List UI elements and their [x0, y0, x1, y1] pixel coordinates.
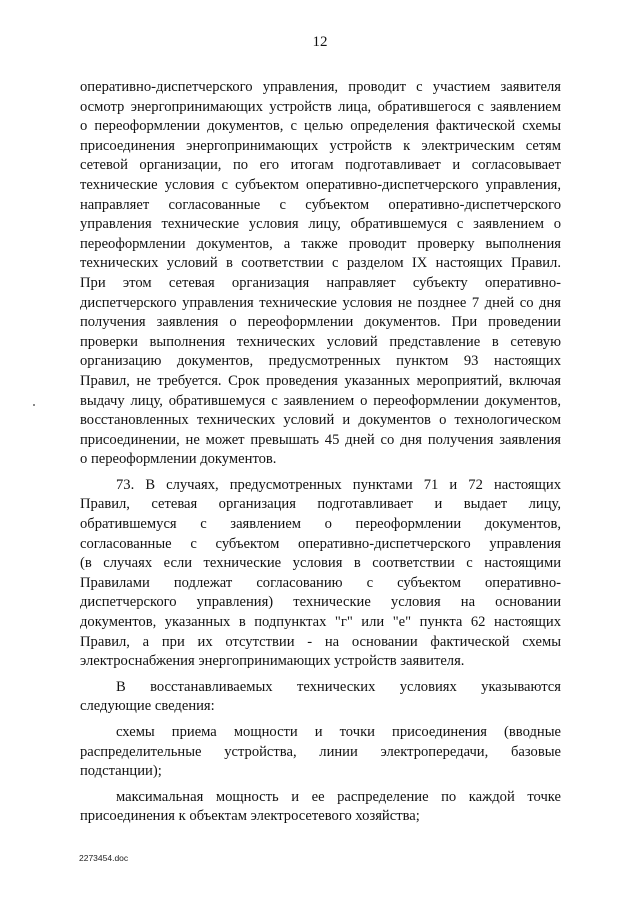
text-line: направляет согласованные с субъектом оперативно-диспетчерского: [80, 196, 561, 213]
text-line: о переоформлении документов, с целью определения фактической схемы: [80, 118, 561, 135]
text-line: Правил, сетевая организация подготавливает и выдает лицу,: [80, 496, 561, 513]
paragraph: [80, 476, 561, 672]
text-line: диспетчерского управления технические условия не позднее 7 дней со дня: [80, 294, 561, 311]
paragraph: [80, 678, 561, 717]
page-number: 12: [312, 34, 328, 50]
text-line: следующие сведения:: [80, 698, 215, 715]
text-line: восстановленных технических условий и документов о технологическом: [80, 412, 561, 429]
text-line: обратившемуся с заявлением о переоформлении документов,: [80, 516, 561, 533]
text-line: технических условий в соответствии с разделом IX настоящих Правил.: [80, 255, 561, 272]
paragraph: [80, 723, 561, 782]
text-line: присоединения к объектам электросетевого хозяйства;: [80, 808, 420, 825]
text-line: управления технические условия лицу, обратившемуся с заявлением о: [80, 216, 561, 233]
text-line: о переоформлении документов.: [80, 451, 277, 468]
text-line: оперативно-диспетчерского управления, проводит с участием заявителя: [80, 79, 561, 95]
text-line: технические условия с субъектом оперативно-диспетчерского управления,: [80, 176, 561, 193]
text-line: схемы приема мощности и точки присоединения (вводные: [116, 724, 561, 740]
text-line: согласованные с субъектом оперативно-диспетчерского управления: [80, 535, 561, 552]
text-line: Правилами подлежат согласованию с субъектом оперативно-: [80, 574, 561, 591]
paragraph: [80, 788, 561, 827]
text-line: организацию документов, предусмотренных пунктом 93 настоящих: [80, 353, 561, 370]
text-line: диспетчерского управления) технические условия на основании: [80, 594, 561, 611]
text-line: подстанции);: [80, 763, 162, 780]
text-line: При этом сетевая организация направляет субъекту оперативно-: [80, 274, 561, 291]
footer-document-code: 2273454.doc: [79, 853, 129, 863]
text-line: 73. В случаях, предусмотренных пунктами 71 и 72 настоящих: [116, 476, 561, 493]
text-line: получения заявления о переоформлении документов. При проведении: [80, 314, 561, 331]
text-line: переоформлении документов, а также проводит проверку выполнения: [80, 235, 561, 252]
text-line: осмотр энергопринимающих устройств лица, обратившегося с заявлением: [80, 98, 561, 115]
text-line: максимальная мощность и ее распределение по каждой точке: [116, 788, 561, 805]
text-line: выдачу лицу, обратившемуся с заявлением о переоформлении документов,: [80, 392, 561, 409]
text-line: присоединении, не может превышать 45 дней со дня получения заявления: [80, 431, 561, 448]
text-line: проверки выполнения технических условий представление в сетевую: [80, 333, 561, 350]
text-line: Правил, не требуется. Срок проведения указанных мероприятий, включая: [80, 372, 561, 389]
document-body: [80, 78, 561, 827]
text-line: присоединения энергопринимающих устройств к электрическим сетям: [80, 137, 561, 154]
text-line: (в случаях если технические условия в соответствии с настоящими: [80, 555, 561, 572]
text-line: сетевой организации, по его итогам подготавливает и согласовывает: [80, 157, 561, 174]
text-line: Правил, а при их отсутствии - на основании фактической схемы: [80, 633, 561, 650]
text-line: документов, указанных в подпунктах "г" или "е" пункта 62 настоящих: [80, 614, 561, 631]
margin-mark: [33, 404, 35, 406]
text-line: электроснабжения энергопринимающих устройств заявителя.: [80, 653, 465, 670]
text-line: распределительные устройства, линии электропередачи, базовые: [80, 743, 561, 760]
text-line: В восстанавливаемых технических условиях указываются: [116, 678, 561, 695]
paragraph: [80, 78, 561, 470]
